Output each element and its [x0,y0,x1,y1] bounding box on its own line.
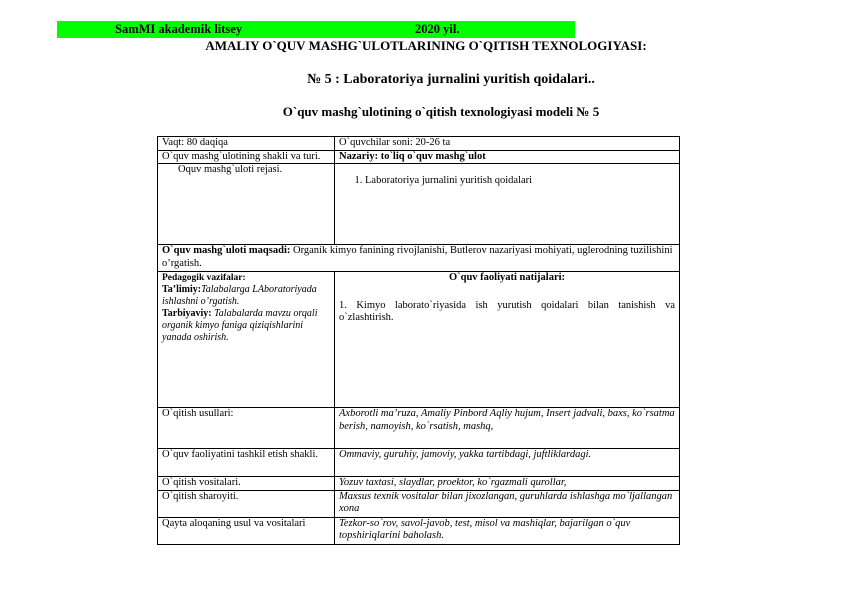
tools-label-cell: O`qitish vositalari. [158,477,335,491]
tools-value-cell: Yozuv taxtasi, slaydlar, proektor, ko`rgazmali qurollar, [335,477,680,491]
table-row [158,517,680,544]
upbringing-text: Talabalarda mavzu orqali organik kimyo faniga qiziqishlarini yanada oshirish. [162,308,318,343]
table-row [158,490,680,517]
plan-list [339,175,675,188]
organization-value-cell: Ommaviy, guruhiy, jamoviy, yakka tartibdagi, juftliklardagi. [335,449,680,477]
table-row [158,408,680,449]
school-name: SamMI akademik litsey [115,22,243,36]
methods-value-cell: Axborotli ma’ruza, Amaliy Pinbord Aqliy hujum, Insert jadvali, baxs, ko`rsatma berish, namoyish, ko`rsatish, mashq, [335,408,680,449]
table-row [158,477,680,491]
table-row [158,150,680,164]
results-text: 1. Kimyo laborato`riyasida ish yurutish qoidalari bilan tanishish va o`zlashtirish. [339,299,675,323]
methods-label-cell: O`qitish usullari: [158,408,335,449]
lesson-model-table [157,136,680,545]
conditions-value-cell: Maxsus texnik vositalar bilan jixozlangan, guruhlarda ishlashga mo`ljallangan xona [335,490,680,517]
goal-text: Organik kimyo fanining rivojlanishi, Butlerov nazariyasi mohiyati, uglerodning tuzilishini o’rgatish. [162,245,673,269]
feedback-label-cell: Qayta aloqaning usul va vositalari [158,517,335,544]
feedback-value-cell: Tezkor-so`rov, savol-javob, test, misol va mashiqlar, bajarilgan o`quv topshiriqlarini baholash. [335,517,680,544]
main-title: AMALIY O`QUV MASHG`ULOTLARINING O`QITISH TEXNOLOGIYASI: [205,38,647,53]
list-item: 1. Laboratoriya jurnalini yuritish qoidalari [365,175,675,188]
goal-cell [158,245,680,272]
organization-label-cell: O`quv faoliyatini tashkil etish shakli. [158,449,335,477]
table-row [158,164,680,245]
educational-text: Talabalarga LAboratoriyada ishlashni o’rgatish. [162,284,317,307]
form-value-cell: Nazariy: to`liq o`quv mashg`ulot [335,150,680,164]
time-cell: Vaqt: 80 daqiqa [158,137,335,151]
header-highlight-bar [57,21,575,38]
conditions-label-cell: O`qitish sharoyiti. [158,490,335,517]
results-cell [335,272,680,408]
goal-label: O`quv mashg`uloti maqsadi: [162,245,291,256]
table-row [158,449,680,477]
model-title: O`quv mashg`ulotining o`qitish texnologiyasi modeli № 5 [282,104,600,119]
table-row [158,245,680,272]
table-row [158,137,680,151]
ped-tasks-label: Pedagogik vazifalar: [162,273,246,283]
year-label: 2020 yil. [415,22,460,36]
upbringing-label: Tarbiyaviy: [162,308,212,319]
plan-items-cell [335,164,680,245]
educational-label: Ta’limiy: [162,284,202,295]
table-row [158,272,680,408]
plan-label-cell: Oquv mashg`uloti rejasi. [158,164,335,245]
students-cell: O`quvchilar soni: 20-26 ta [335,137,680,151]
pedagogical-tasks-cell [158,272,335,408]
form-label-cell: O`quv mashg`ulotining shakli va turi. [158,150,335,164]
lesson-title: № 5 : Laboratoriya jurnalini yuritish qoidalari.. [307,72,595,87]
results-label: O`quv faoliyati natijalari: [448,272,566,283]
